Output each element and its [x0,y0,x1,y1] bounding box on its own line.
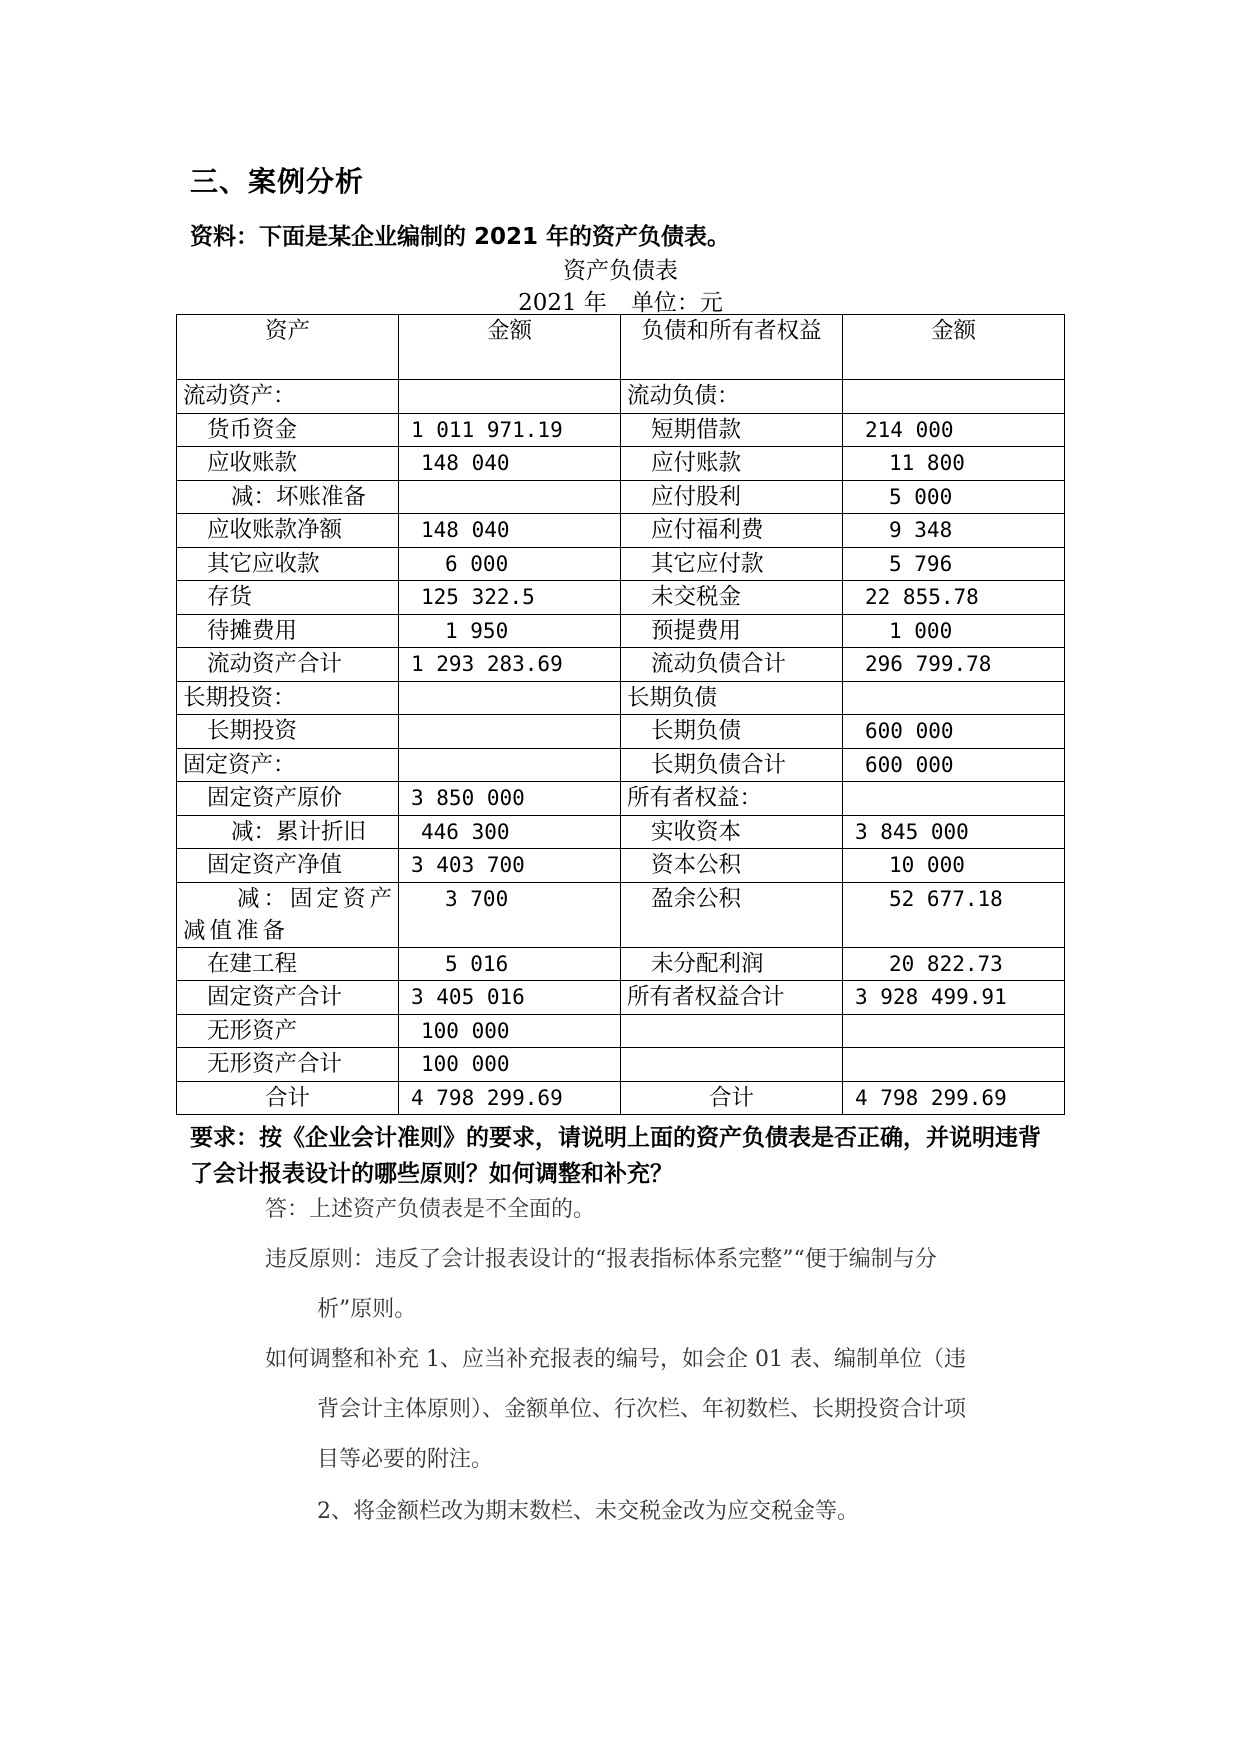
table-row [177,715,1065,749]
table-row [177,547,1065,581]
header-amount: 金额 [843,315,1065,380]
asset-label: 固定资产合计 [177,981,399,1015]
table-row [177,614,1065,648]
table-total-row [177,1081,1065,1115]
liability-label: 流动负债： [621,380,843,414]
asset-label: 固定资产： [177,748,399,782]
answer-line: 违反原则：违反了会计报表设计的“报表指标体系完整”“便于编制与分 [265,1247,937,1272]
asset-label: 无形资产 [177,1014,399,1048]
asset-label: 固定资产原价 [177,782,399,816]
liability-amount: 1 000 [843,614,1065,648]
table-unit: 单位：元 [630,290,723,316]
asset-amount: 1 011 971.19 [399,413,621,447]
asset-label: 流动资产合计 [177,648,399,682]
asset-amount: 5 016 [399,947,621,981]
table-year: 2021 年 [518,290,607,316]
table-row [177,947,1065,981]
asset-amount [399,480,621,514]
liability-amount [843,782,1065,816]
liability-label: 长期负债合计 [621,748,843,782]
asset-label: 长期投资 [177,715,399,749]
liability-amount: 296 799.78 [843,648,1065,682]
liability-label [621,1014,843,1048]
liability-label: 应付账款 [621,447,843,481]
asset-amount: 100 000 [399,1048,621,1082]
table-row [177,514,1065,548]
asset-amount: 148 040 [399,514,621,548]
asset-amount: 3 405 016 [399,981,621,1015]
liability-amount: 20 822.73 [843,947,1065,981]
asset-label: 固定资产净值 [177,849,399,883]
liability-amount: 10 000 [843,849,1065,883]
liability-amount: 600 000 [843,715,1065,749]
table-row [177,782,1065,816]
liability-label: 未分配利润 [621,947,843,981]
answer-line: 2、将金额栏改为期末数栏、未交税金改为应交税金等。 [317,1499,859,1524]
answer-line: 目等必要的附注。 [317,1447,494,1472]
liability-amount: 9 348 [843,514,1065,548]
table-row [177,849,1065,883]
table-row [177,681,1065,715]
liability-label: 未交税金 [621,581,843,615]
asset-label: 流动资产： [177,380,399,414]
liability-amount [843,1014,1065,1048]
asset-amount: 1 293 283.69 [399,648,621,682]
liability-label: 长期负债 [621,715,843,749]
asset-amount: 100 000 [399,1014,621,1048]
asset-total-amount: 4 798 299.69 [399,1081,621,1115]
header-liabilities-equity: 负债和所有者权益 [621,315,843,380]
intro-text: 资料：下面是某企业编制的 2021 年的资产负债表。 [190,224,731,250]
asset-amount [399,715,621,749]
asset-amount [399,748,621,782]
asset-amount: 446 300 [399,815,621,849]
liability-label: 预提费用 [621,614,843,648]
asset-label: 减：坏账准备 [177,480,399,514]
liability-label: 应付股利 [621,480,843,514]
requirement-text: 要求：按《企业会计准则》的要求，请说明上面的资产负债表是否正确，并说明违背了会计报表设计的哪些原则？如何调整和补充？ [190,1125,1041,1187]
asset-amount [399,681,621,715]
asset-amount: 6 000 [399,547,621,581]
liability-label: 应付福利费 [621,514,843,548]
table-row [177,648,1065,682]
liability-amount: 600 000 [843,748,1065,782]
liability-label: 资本公积 [621,849,843,883]
table-row [177,581,1065,615]
liability-amount: 52 677.18 [843,882,1065,947]
table-header-row [177,315,1065,380]
asset-label [177,882,399,947]
liability-label: 短期借款 [621,413,843,447]
balance-sheet-table [176,314,1065,1115]
header-assets: 资产 [177,315,399,380]
liability-amount: 3 928 499.91 [843,981,1065,1015]
asset-label: 货币资金 [177,413,399,447]
asset-amount: 148 040 [399,447,621,481]
asset-label: 应收账款 [177,447,399,481]
liability-amount: 214 000 [843,413,1065,447]
asset-amount [399,380,621,414]
table-row [177,748,1065,782]
liability-label: 其它应付款 [621,547,843,581]
liability-total-label: 合计 [621,1081,843,1115]
asset-label: 其它应收款 [177,547,399,581]
answer-line: 答：上述资产负债表是不全面的。 [265,1197,596,1222]
liability-amount [843,1048,1065,1082]
asset-amount: 3 700 [399,882,621,947]
asset-total-label: 合计 [177,1081,399,1115]
table-row [177,1014,1065,1048]
table-row [177,380,1065,414]
liability-label: 所有者权益合计 [621,981,843,1015]
liability-label: 流动负债合计 [621,648,843,682]
liability-label: 所有者权益： [621,782,843,816]
liability-amount: 3 845 000 [843,815,1065,849]
liability-amount: 11 800 [843,447,1065,481]
asset-amount: 125 322.5 [399,581,621,615]
liability-amount: 5 796 [843,547,1065,581]
answer-line: 背会计主体原则）、金额单位、行次栏、年初数栏、长期投资合计项 [317,1397,967,1422]
asset-label: 在建工程 [177,947,399,981]
liability-total-amount: 4 798 299.69 [843,1081,1065,1115]
table-row [177,815,1065,849]
section-heading: 三、案例分析 [190,165,365,198]
asset-label: 待摊费用 [177,614,399,648]
answer-line: 析”原则。 [317,1297,417,1322]
asset-amount: 3 403 700 [399,849,621,883]
asset-amount: 3 850 000 [399,782,621,816]
liability-amount [843,380,1065,414]
liability-label [621,1048,843,1082]
asset-label-text: 减：固定资产减值准备 [183,885,397,944]
table-row [177,480,1065,514]
liability-label: 实收资本 [621,815,843,849]
table-row [177,447,1065,481]
asset-amount: 1 950 [399,614,621,648]
table-subtitle [0,284,1241,317]
asset-label: 存货 [177,581,399,615]
liability-label: 长期负债 [621,681,843,715]
asset-label: 减：累计折旧 [177,815,399,849]
table-row [177,1048,1065,1082]
table-row [177,981,1065,1015]
table-row [177,882,1065,947]
asset-label: 应收账款净额 [177,514,399,548]
header-amount: 金额 [399,315,621,380]
liability-label: 盈余公积 [621,882,843,947]
asset-label: 长期投资： [177,681,399,715]
table-row [177,413,1065,447]
answer-line: 如何调整和补充 1、应当补充报表的编号，如会企 01 表、编制单位（违 [265,1347,966,1372]
liability-amount: 22 855.78 [843,581,1065,615]
liability-amount [843,681,1065,715]
table-title: 资产负债表 [563,258,678,284]
liability-amount: 5 000 [843,480,1065,514]
asset-label: 无形资产合计 [177,1048,399,1082]
